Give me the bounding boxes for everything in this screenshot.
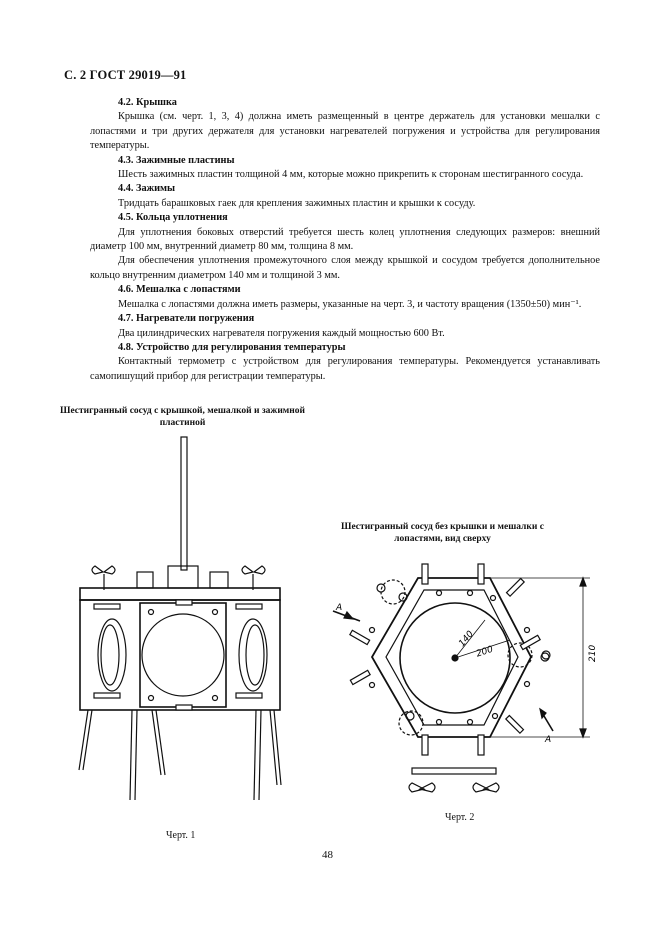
paragraph: Контактный термометр с устройством для регулирования температуры. Рекомендуется устанавливать самопишущий прибор для регистрации температуры. [90,356,600,382]
paragraph: Мешалка с лопастями должна иметь размеры, указанные на черт. 3, и частоту вращения (1350±50) мин⁻¹. [118,298,582,310]
section-heading: 4.2. Крышка [118,97,177,108]
figure2-label: Черт. 2 [445,812,475,823]
paragraph: Тридцать барашковых гаек для крепления зажимных пластин и крышки к сосуду. [118,197,476,209]
section-heading: 4.3. Зажимные пластины [118,154,235,166]
dim-outer-diameter: 200 [475,644,495,660]
figure1-caption: Шестигранный сосуд с крышкой, мешалкой и зажимной пластиной [60,406,305,428]
figure1-label: Черт. 1 [166,830,196,841]
section-mark-left: A [336,603,343,613]
section-heading: 4.5. Кольца уплотнения [118,212,228,224]
paragraph: Крышка (см. черт. 1, 3, 4) должна иметь размещенный в центре держатель для установки мешалки с лопастями и три других держателя для установки нагревателей погружения и устройства для регулирования температуры. [90,111,600,152]
section-mark-right: A [545,735,552,745]
section-heading: 4.8. Устройство для регулирования температуры [118,341,346,353]
page-number: 48 [322,849,333,861]
dim-height: 210 [588,644,598,662]
page-header: С. 2 ГОСТ 29019—91 [64,68,187,82]
paragraph: Шесть зажимных пластин толщиной 4 мм, которые можно прикрепить к сторонам шестигранного сосуда. [118,169,584,181]
paragraph: Для обеспечения уплотнения промежуточного слоя между крышкой и сосудом требуется дополнительное кольцо внутренним диаметром 140 мм и толщиной 3 мм. [90,255,600,281]
paragraph: Для уплотнения боковых отверстий требуется шесть колец уплотнения следующих размеров: внешний диаметр 100 мм, внутренний диаметр 80 мм, толщина 8 мм. [90,226,600,253]
section-heading: 4.7. Нагреватели погружения [118,313,255,325]
figure2-caption: Шестигранный сосуд без крышки и мешалки с лопастями, вид сверху [341,522,544,544]
section-heading: 4.4. Зажимы [118,183,176,195]
paragraph: Два цилиндрических нагревателя погружения каждый мощностью 600 Вт. [118,327,445,339]
dim-inner-diameter: 140 [457,629,476,649]
section-heading: 4.6. Мешалка с лопастями [118,284,241,296]
